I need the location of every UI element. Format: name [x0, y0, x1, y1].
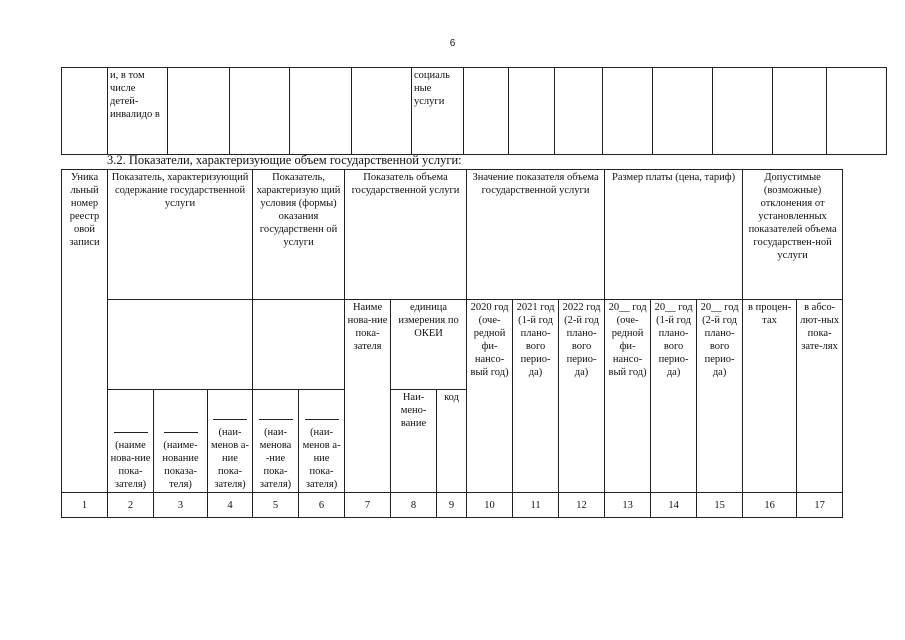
conditions-spacer — [253, 300, 345, 390]
column-number: 11 — [513, 493, 559, 518]
column-number: 9 — [437, 493, 467, 518]
header-unit-code: код — [437, 390, 467, 493]
cell — [509, 68, 555, 155]
continuation-table — [61, 67, 887, 155]
cell — [555, 68, 603, 155]
page-number: 6 — [449, 38, 456, 49]
cell — [653, 68, 713, 155]
column-number: 3 — [154, 493, 208, 518]
header-fee-year-3: 20__ год (2-й год плано-вого перио-да) — [697, 300, 743, 493]
header-year-2021: 2021 год (1-й год плано-вого перио-да) — [513, 300, 559, 493]
cell — [168, 68, 230, 155]
column-number: 16 — [743, 493, 797, 518]
header-fee-year-2: 20__ год (1-й год плано-вого перио-да) — [651, 300, 697, 493]
header-year-2022: 2022 год (2-й год плано-вого перио-да) — [559, 300, 605, 493]
column-number: 5 — [253, 493, 299, 518]
header-unit: единица измерения по ОКЕИ — [391, 300, 467, 390]
header-percent: в процен-тах — [743, 300, 797, 493]
header-sub-name-5: (наи-менова -ние пока-зателя) — [253, 390, 299, 493]
cell — [62, 68, 108, 155]
cell-children-disabled: и, в том числе детей-инвалидо в — [108, 68, 168, 155]
header-unique-number: Уника льный номер реестр овой записи — [62, 170, 108, 493]
column-number: 13 — [605, 493, 651, 518]
header-deviations: Допустимые (возможные) отклонения от установленных показателей объема государствен-ной услуги — [743, 170, 843, 300]
column-number: 14 — [651, 493, 697, 518]
column-number: 12 — [559, 493, 605, 518]
column-number: 7 — [345, 493, 391, 518]
cell — [352, 68, 412, 155]
section-title: 3.2. Показатели, характеризующие объем государственной услуги: — [107, 153, 462, 167]
column-number: 4 — [208, 493, 253, 518]
volume-indicators-table — [61, 169, 843, 518]
header-sub-name-2: (наиме нова-ние пока-зателя) — [108, 390, 154, 493]
cell — [464, 68, 509, 155]
header-fee-year-1: 20__ год (оче-редной фи-нансо-вый год) — [605, 300, 651, 493]
header-unit-name: Наи-мено-вание — [391, 390, 437, 493]
cell — [603, 68, 653, 155]
header-conditions-indicator: Показатель, характеризую щий условия (формы) оказания государственн ой услуги — [253, 170, 345, 300]
content-spacer — [108, 300, 253, 390]
header-sub-name-4: (наи-менов а-ние пока-зателя) — [208, 390, 253, 493]
column-number: 6 — [299, 493, 345, 518]
column-number: 10 — [467, 493, 513, 518]
header-sub-name-3: (наиме-нование показа-теля) — [154, 390, 208, 493]
cell — [773, 68, 827, 155]
column-number: 17 — [797, 493, 843, 518]
cell — [290, 68, 352, 155]
column-number: 1 — [62, 493, 108, 518]
header-sub-name-6: (наи-менов а-ние пока-зателя) — [299, 390, 345, 493]
column-number: 15 — [697, 493, 743, 518]
header-content-indicator: Показатель, характеризующий содержание государственной услуги — [108, 170, 253, 300]
header-volume-value: Значение показателя объема государственной услуги — [467, 170, 605, 300]
cell — [827, 68, 887, 155]
cell — [230, 68, 290, 155]
cell-social-services: социаль ные услуги — [412, 68, 464, 155]
header-indicator-name: Наиме нова-ние пока-зателя — [345, 300, 391, 493]
column-number: 2 — [108, 493, 154, 518]
header-fee-size: Размер платы (цена, тариф) — [605, 170, 743, 300]
cell — [713, 68, 773, 155]
column-number-row — [62, 493, 843, 518]
header-year-2020: 2020 год (оче-редной фи-нансо-вый год) — [467, 300, 513, 493]
column-number: 8 — [391, 493, 437, 518]
header-absolute: в абсо-лют-ных пока-зате-лях — [797, 300, 843, 493]
header-volume-indicator: Показатель объема государственной услуги — [345, 170, 467, 300]
